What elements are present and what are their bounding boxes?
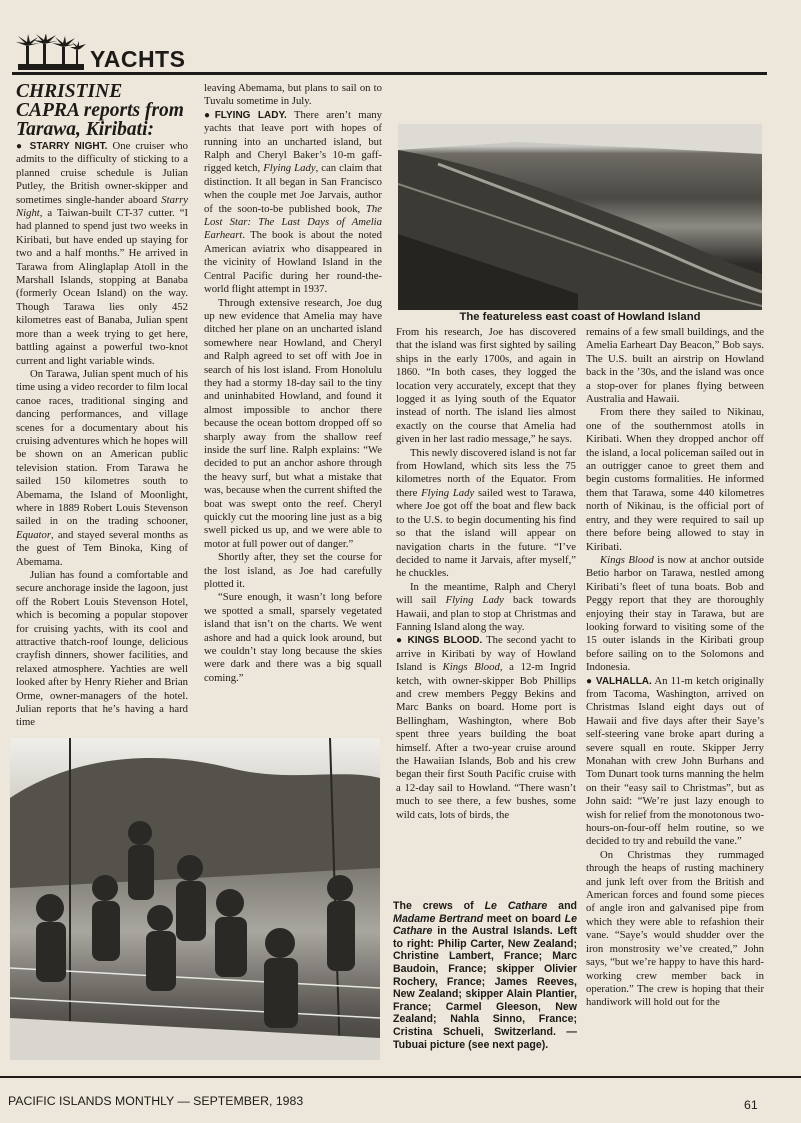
paragraph-starry-night <box>16 140 188 368</box>
text-run: , a Taiwan-built CT-37 cutter. “I had planned to spend just two weeks in Kiribati, but have ended up staying for two and a half months.” He arrived in Tarawa from Alinglaplap Atoll in the Marshall Islands, stopping at Banaba (formerly Ocean Island) on the way. Though Tarawa lies only 452 kilometres east of Banaba, Julian spent more than a week trying to get here, battling against a powerful two-knot current and light variable winds. <box>16 207 188 367</box>
boat-name: Starry Night <box>16 193 188 220</box>
boat-name: Flying Lady <box>445 594 504 607</box>
paragraph: From there they sailed to Nikinau, one of the southernmost atolls in Kiribati. When they dropped anchor off the island, a local policeman sailed out in an outrigger canoe to greet them and begin customs formalities. He informed them that Tarawa, some 440 kilometres north of Nikinau, is the official port of entry, and they were required to sail up there before being allowed to stay in Kiribati. <box>586 406 764 553</box>
text-run: In the meantime, Ralph and Cheryl will sail <box>396 580 576 607</box>
crew-photo-caption <box>393 900 577 1051</box>
text-run: This newly discovered island is not far from Howland, which sits less the 75 kilometres north of the Equator. From there <box>396 446 576 499</box>
text-run: , a 12-m Ingrid ketch, with owner-skipper Bob Phillips and crew members Peggy Bekins and Marc Banks on board. Home port is Bellingham, Washington, where Bob spent three years building the boat himself. After a two-year cruise around the Hawaiian Islands, Bob and his crew began their first South Pacific cruise with a 12-day sail to Howland. “There wasn’t much to see there, a few bushes, some wild cats, lots of birds, the <box>396 661 576 821</box>
text-run: , and stayed several months as the guest of Tem Binoka, King of Abemama. <box>16 528 188 568</box>
paragraph: On Christmas they rummaged through the heaps of rusting machinery and junk left over from the British and American forces and found some pieces of angle iron and galvanised pipe from which they were able to refashion their vane. “Saye’s would shudder over the iron monstrosity we’ve created,” John says, “but we’re happy to have this hard-working crew member back in operation.” The crew is hoping that their handiwork will hold out for the <box>586 848 764 1009</box>
page-number: 61 <box>744 1098 758 1112</box>
text-run: The second yacht to arrive in Kiribati by way of Howland Island is <box>396 634 576 674</box>
caption-text: meet on board <box>483 912 565 925</box>
paragraph: leaving Abemama, but plans to sail on to Tuvalu sometime in July. <box>204 82 382 108</box>
column-3 <box>396 326 576 884</box>
boat-name: Kings Blood <box>600 553 654 566</box>
reef-photo-caption: The featureless east coast of Howland Island <box>459 311 701 323</box>
paragraph: Shortly after, they set the course for the lost island, as Joe had carefully plotted it. <box>204 551 382 591</box>
text-run: On Tarawa, Julian spent much of his time using a video recorder to film local canoe races, traditional singing and dancing performances, and village scenes for a documentary about his cruising adventures which he hopes will be shown on an American public television station. From Tarawa he sailed 150 kilometres south to Abemama, the Island of Moonlight, where in 1889 Robert Louis Stevenson sailed in on the trading schooner, <box>16 367 188 528</box>
run-in-heading: ● KINGS BLOOD. <box>396 635 483 647</box>
text-run: sailed west to Tarawa, where Joe got off the boat and flew back to the U.S. to begin documenting his find so that the island will appear on navigation charts in the future. “I’ve decided to name it Jarvais, after myself,” he chuckles. <box>396 486 576 580</box>
boat-name: Le Cathare <box>393 912 578 938</box>
boat-name: Kings Blood <box>442 661 500 674</box>
run-in-heading: ●FLYING LADY. <box>204 109 287 121</box>
boat-name: Flying Lady <box>421 486 475 499</box>
palm-trees-logo-icon <box>16 34 86 74</box>
footer-rule <box>0 1076 801 1078</box>
text-run: One cruiser who admits to the difficulty of sticking to a planned cruise schedule is Julian Putley, the British owner-skipper and sometimes single-hander aboard <box>16 140 188 206</box>
text-run: . The book is about the noted American aviatrix who disappeared in the vicinity of Howland Island in the Central Pacific during her round-the-world flight attempt in 1937. <box>204 229 382 296</box>
column-1 <box>16 140 188 740</box>
column-2 <box>204 82 382 737</box>
column-4 <box>586 326 764 1071</box>
paragraph-valhalla <box>586 675 764 849</box>
paragraph-flying-lady <box>204 109 382 297</box>
paragraph <box>396 447 576 581</box>
paragraph: “Sure enough, it wasn’t long before we spotted a small, sparsely vegetated island that isn’t on the charts. We went ashore and had a quick look around, but we couldn’t stay long because the skies were dark and there was a big squall coming.” <box>204 591 382 684</box>
section-title: YACHTS <box>90 46 186 72</box>
paragraph: Julian has found a comfortable and secure anchorage inside the lagoon, just off the Robert Louis Stevenson Hotel, which is becoming a popular stopover for cruising yachts, with its cool and attractive thatch-roof lounge, delicious crayfish dinners, shower facilities, and relaxed atmosphere. Yachties are well looked after by Henry Rieher and Brian Orme, owner-managers of the hotel. Julian reports that he’s having a hard time <box>16 569 188 729</box>
paragraph: Through extensive research, Joe dug up new evidence that Amelia may have ditched her plane on an uncharted island somewhere near Howland, and Cheryl and Ralph agreed to set off with Joe in search of his lost island. From Honolulu they had a stormy 18-day sail to the tiny and uninhabited Howland, and found it almost impossible to anchor there because the ocean bottom dropped off so sharply away from the shallow reef inside the surf line. Ralph explains: “We decided to put an anchor ashore through the heavy surf, but what a mistake that was, because when the current shifted the boat was swept onto the reef. Cheryl quickly cut the mooring line just as a big swell picked us up, and we were able to motor at full power out of danger.” <box>204 296 382 550</box>
paragraph-kings-blood <box>396 634 576 822</box>
crew-group-photo <box>10 738 380 1060</box>
photo-illustration <box>398 124 762 310</box>
text-run: There aren’t many yachts that leave port with hopes of running into an uncharted island, but Ralph and Cheryl Baker’s 10-m gaff-rigged ketch, <box>204 108 382 175</box>
boat-name: Le Cathare <box>484 900 548 912</box>
article-byline: CHRISTINE CAPRA reports from Tarawa, Kiribati: <box>16 81 184 140</box>
header-rule <box>12 72 767 75</box>
footer-publication: PACIFIC ISLANDS MONTHLY — SEPTEMBER, 1983 <box>8 1094 304 1108</box>
ship-name: Equator <box>16 528 52 541</box>
text-run: is now at anchor outside Betio harbor on Tarawa, nestled among Kiribati’s fleet of tuna boats. Bob and Peggy report that they are thoroughly enjoying their stay in Tarawa, but are looking forward to visiting some of the 15 outer islands in the Kiribati group before sailing on to the Solomons and Indonesia. <box>586 553 764 674</box>
paragraph <box>396 581 576 635</box>
book-title: The Lost Star: The Last Days of Amelia Earheart <box>204 202 382 242</box>
paragraph <box>16 368 188 569</box>
howland-island-coast-photo <box>398 124 762 310</box>
text-run: , can claim that distinction. It all began in San Francisco when the couple met Joe Jarvais, author of the soon-to-be published book, <box>204 162 382 215</box>
run-in-heading: ● STARRY NIGHT. <box>16 141 108 152</box>
text-run: An 11-m ketch originally from Tacoma, Washington, arrived on Christmas Island eight days out of Hawaii and five days after their Saye’s self-steering vane broke apart during a severe squall en route. Skipper Jerry Monahan with crew John Burhans and Tom Dunart took turns manning the helm on their “easy sail to Christmas”, but as John said: “We’re just lazy enough to wish for relief from the monotonous two-hours-on-four-off helm routine, so we decided to try and rebuild the vane.” <box>586 674 764 848</box>
caption-text: The crews of <box>393 900 485 912</box>
boat-name: Flying Lady <box>263 162 316 175</box>
caption-text: and <box>547 900 578 912</box>
text-run: back towards Hawaii, and plan to stop at Christmas and Fanning Island along the way. <box>396 594 576 633</box>
run-in-heading: ● VALHALLA. <box>586 675 652 687</box>
photo-illustration <box>10 738 380 1060</box>
paragraph: From his research, Joe has discovered that the island was first sighted by sailing ships in the early 1700s, and again in 1860. “In both cases, they logged the location very accurately, except that they logged it as lying south of the Equator instead of north. The island lies almost exactly on the course that Amelia had given in her last radio message,” he says. <box>396 326 576 446</box>
paragraph: remains of a few small buildings, and the Amelia Earheart Day Beacon,” Bob says. The U.S. built an airstrip on Howland back in the ’30s, and the island was once a stop-over for planes flying between Australia and Hawaii. <box>586 326 764 406</box>
paragraph <box>586 554 764 675</box>
caption-text: in the Austral Islands. Left to right: Philip Carter, New Zealand; Christine Lambert, France; Marc Baudoin, France; skipper Olivier Rochery, France; James Reeves, New Zealand; skipper Alain Plantier, France; Carmel Gleeson, New Zealand; Nahla Sinno, France; Cristina Schueli, Switzerland. — Tubuai picture (see next page). <box>393 925 577 1051</box>
boat-name: Madame Bertrand <box>393 912 484 925</box>
